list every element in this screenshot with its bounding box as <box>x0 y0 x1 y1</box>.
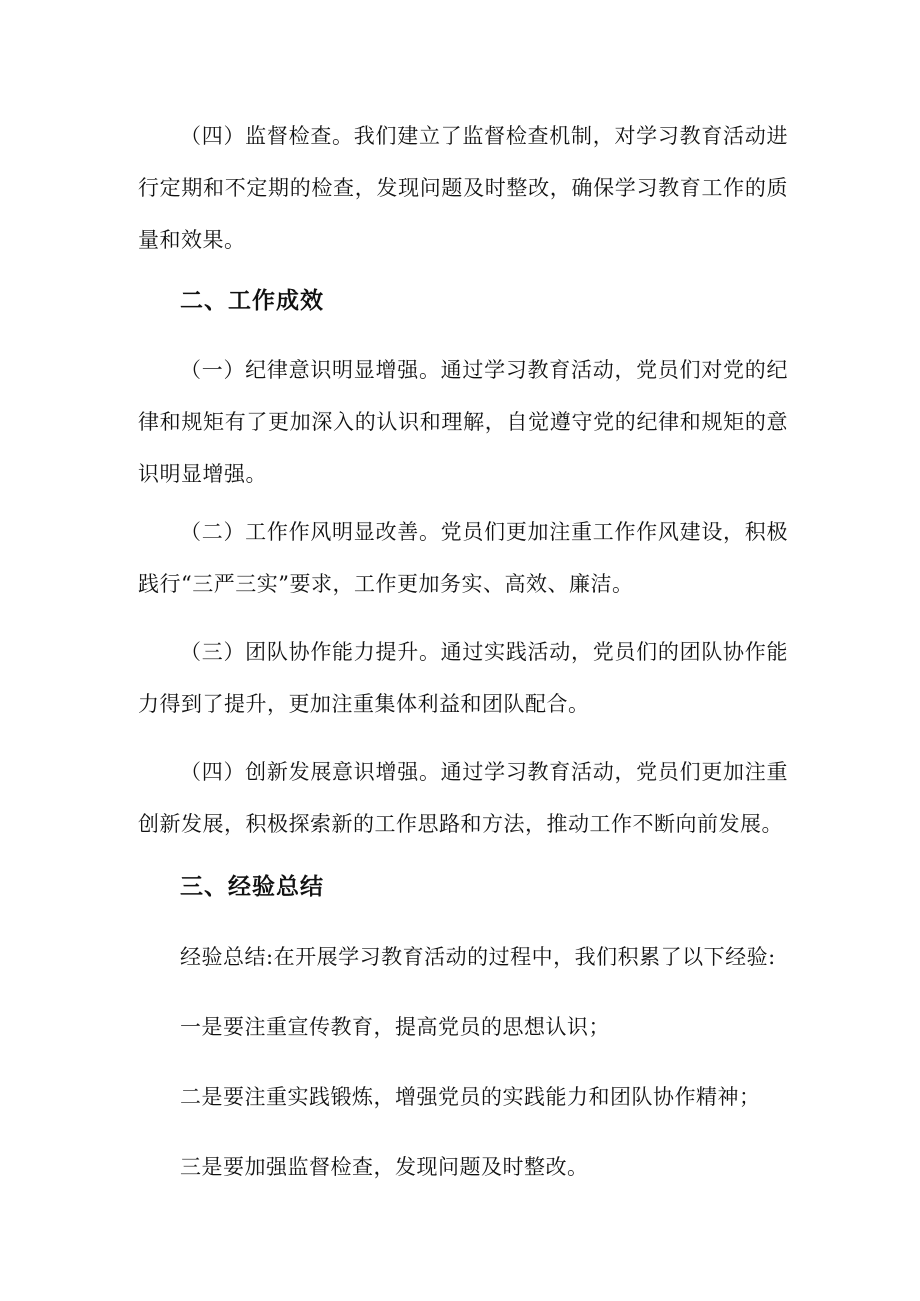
results-item-innovation: （四）创新发展意识增强。通过学习教育活动，党员们更加注重创新发展，积极探索新的工作思路和方法，推动工作不断向前发展。 <box>138 760 788 836</box>
results-item-discipline: （一）纪律意识明显增强。通过学习教育活动，党员们对党的纪律和规矩有了更加深入的认识和理解，自觉遵守党的纪律和规矩的意识明显增强。 <box>138 358 788 486</box>
supervision-paragraph: （四）监督检查。我们建立了监督检查机制，对学习教育活动进行定期和不定期的检查，发现问题及时整改，确保学习教育工作的质量和效果。 <box>138 124 788 252</box>
summary-heading: 三、经验总结 <box>180 874 324 900</box>
summary-intro: 经验总结:在开展学习教育活动的过程中，我们积累了以下经验: <box>180 945 776 969</box>
results-item-teamwork: （三）团队协作能力提升。通过实践活动，党员们的团队协作能力得到了提升，更加注重集体利益和团队配合。 <box>138 640 788 716</box>
summary-line-1: 一是要注重宣传教育，提高党员的思想认识； <box>180 1015 610 1039</box>
summary-line-2: 二是要注重实践锻炼，增强党员的实践能力和团队协作精神； <box>180 1085 761 1109</box>
results-item-work-style: （二）工作作风明显改善。党员们更加注重工作作风建设，积极践行“三严三实”要求，工作更加务实、高效、廉洁。 <box>138 520 788 596</box>
results-heading: 二、工作成效 <box>180 288 324 314</box>
summary-line-3: 三是要加强监督检查，发现问题及时整改。 <box>180 1155 589 1179</box>
